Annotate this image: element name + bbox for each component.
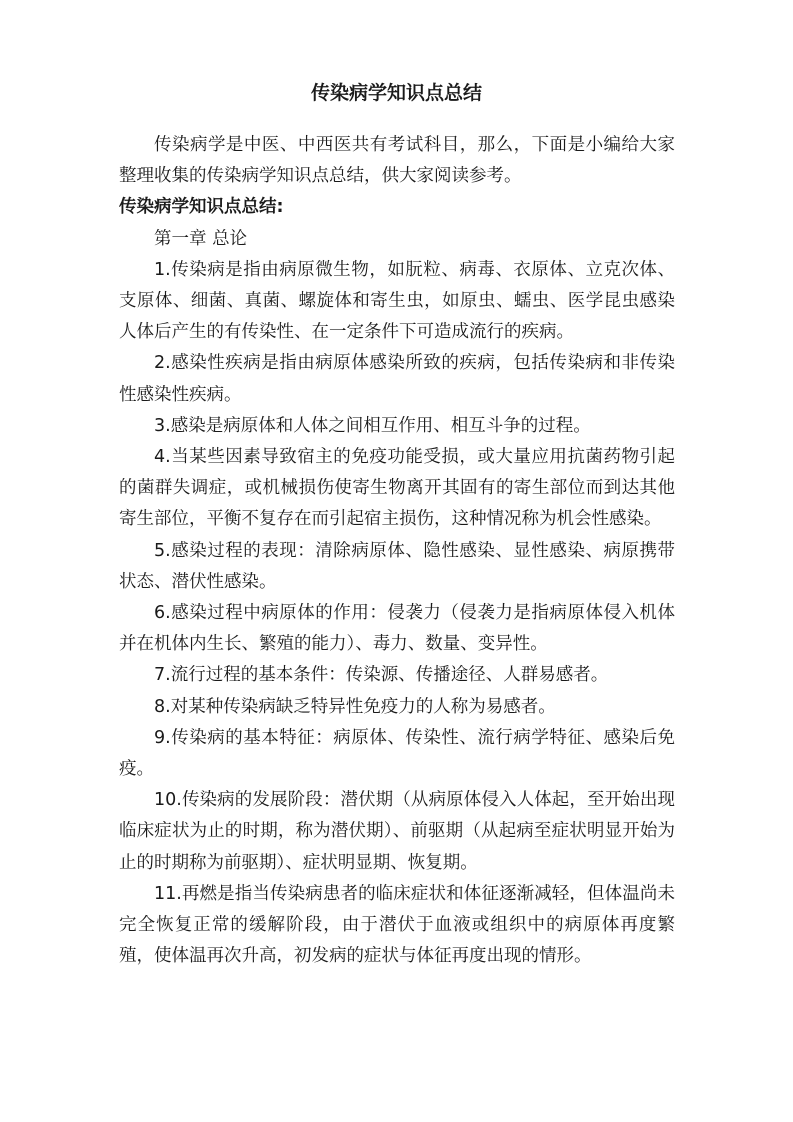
point-paragraph: 10.传染病的发展阶段：潜伏期（从病原体侵入人体起，至开始出现临床症状为止的时期，称为潜伏期）、前驱期（从起病至症状明显开始为止的时期称为前驱期）、症状明显期、恢复期。	[119, 790, 675, 873]
point-paragraph: 4.当某些因素导致宿主的免疫功能受损，或大量应用抗菌药物引起的菌群失调症，或机械损伤使寄生物离开其固有的寄生部位而到达其他寄生部位，平衡不复存在而引起宿主损伤，这种情况称为机会性感染。	[119, 447, 675, 530]
section-heading: 传染病学知识点总结:	[119, 197, 284, 218]
point-paragraph: 6.感染过程中病原体的作用：侵袭力（侵袭力是指病原体侵入机体并在机体内生长、繁殖的能力）、毒力、数量、变异性。	[119, 603, 675, 655]
intro-paragraph: 传染病学是中医、中西医共有考试科目，那么，下面是小编给大家整理收集的传染病学知识点总结，供大家阅读参考。	[119, 135, 675, 187]
point-paragraph: 7.流行过程的基本条件：传染源、传播途径、人群易感者。	[154, 665, 609, 686]
point-paragraph: 11.再燃是指当传染病患者的临床症状和体征逐渐减轻，但体温尚未完全恢复正常的缓解阶段，由于潜伏于血液或组织中的病原体再度繁殖，使体温再次升高，初发病的症状与体征再度出现的情形。	[119, 883, 675, 967]
point-paragraph: 8.对某种传染病缺乏特异性免疫力的人称为易感者。	[154, 696, 556, 717]
point-paragraph: 2.感染性疾病是指由病原体感染所致的疾病，包括传染病和非传染性感染性疾病。	[119, 353, 675, 405]
point-paragraph: 5.感染过程的表现：清除病原体、隐性感染、显性感染、病原携带状态、潜伏性感染。	[119, 540, 675, 592]
point-paragraph: 1.传染病是指由病原微生物，如朊粒、病毒、衣原体、立克次体、支原体、细菌、真菌、螺旋体和寄生虫，如原虫、蠕虫、医学昆虫感染人体后产生的有传染性、在一定条件下可造成流行的疾病。	[119, 259, 675, 343]
chapter-heading: 第一章 总论	[154, 228, 248, 249]
document-body	[119, 130, 675, 972]
point-paragraph: 3.感染是病原体和人体之间相互作用、相互斗争的过程。	[154, 415, 591, 436]
document-title: 传染病学知识点总结	[310, 82, 482, 104]
point-paragraph: 9.传染病的基本特征：病原体、传染性、流行病学特征、感染后免疫。	[119, 727, 675, 780]
